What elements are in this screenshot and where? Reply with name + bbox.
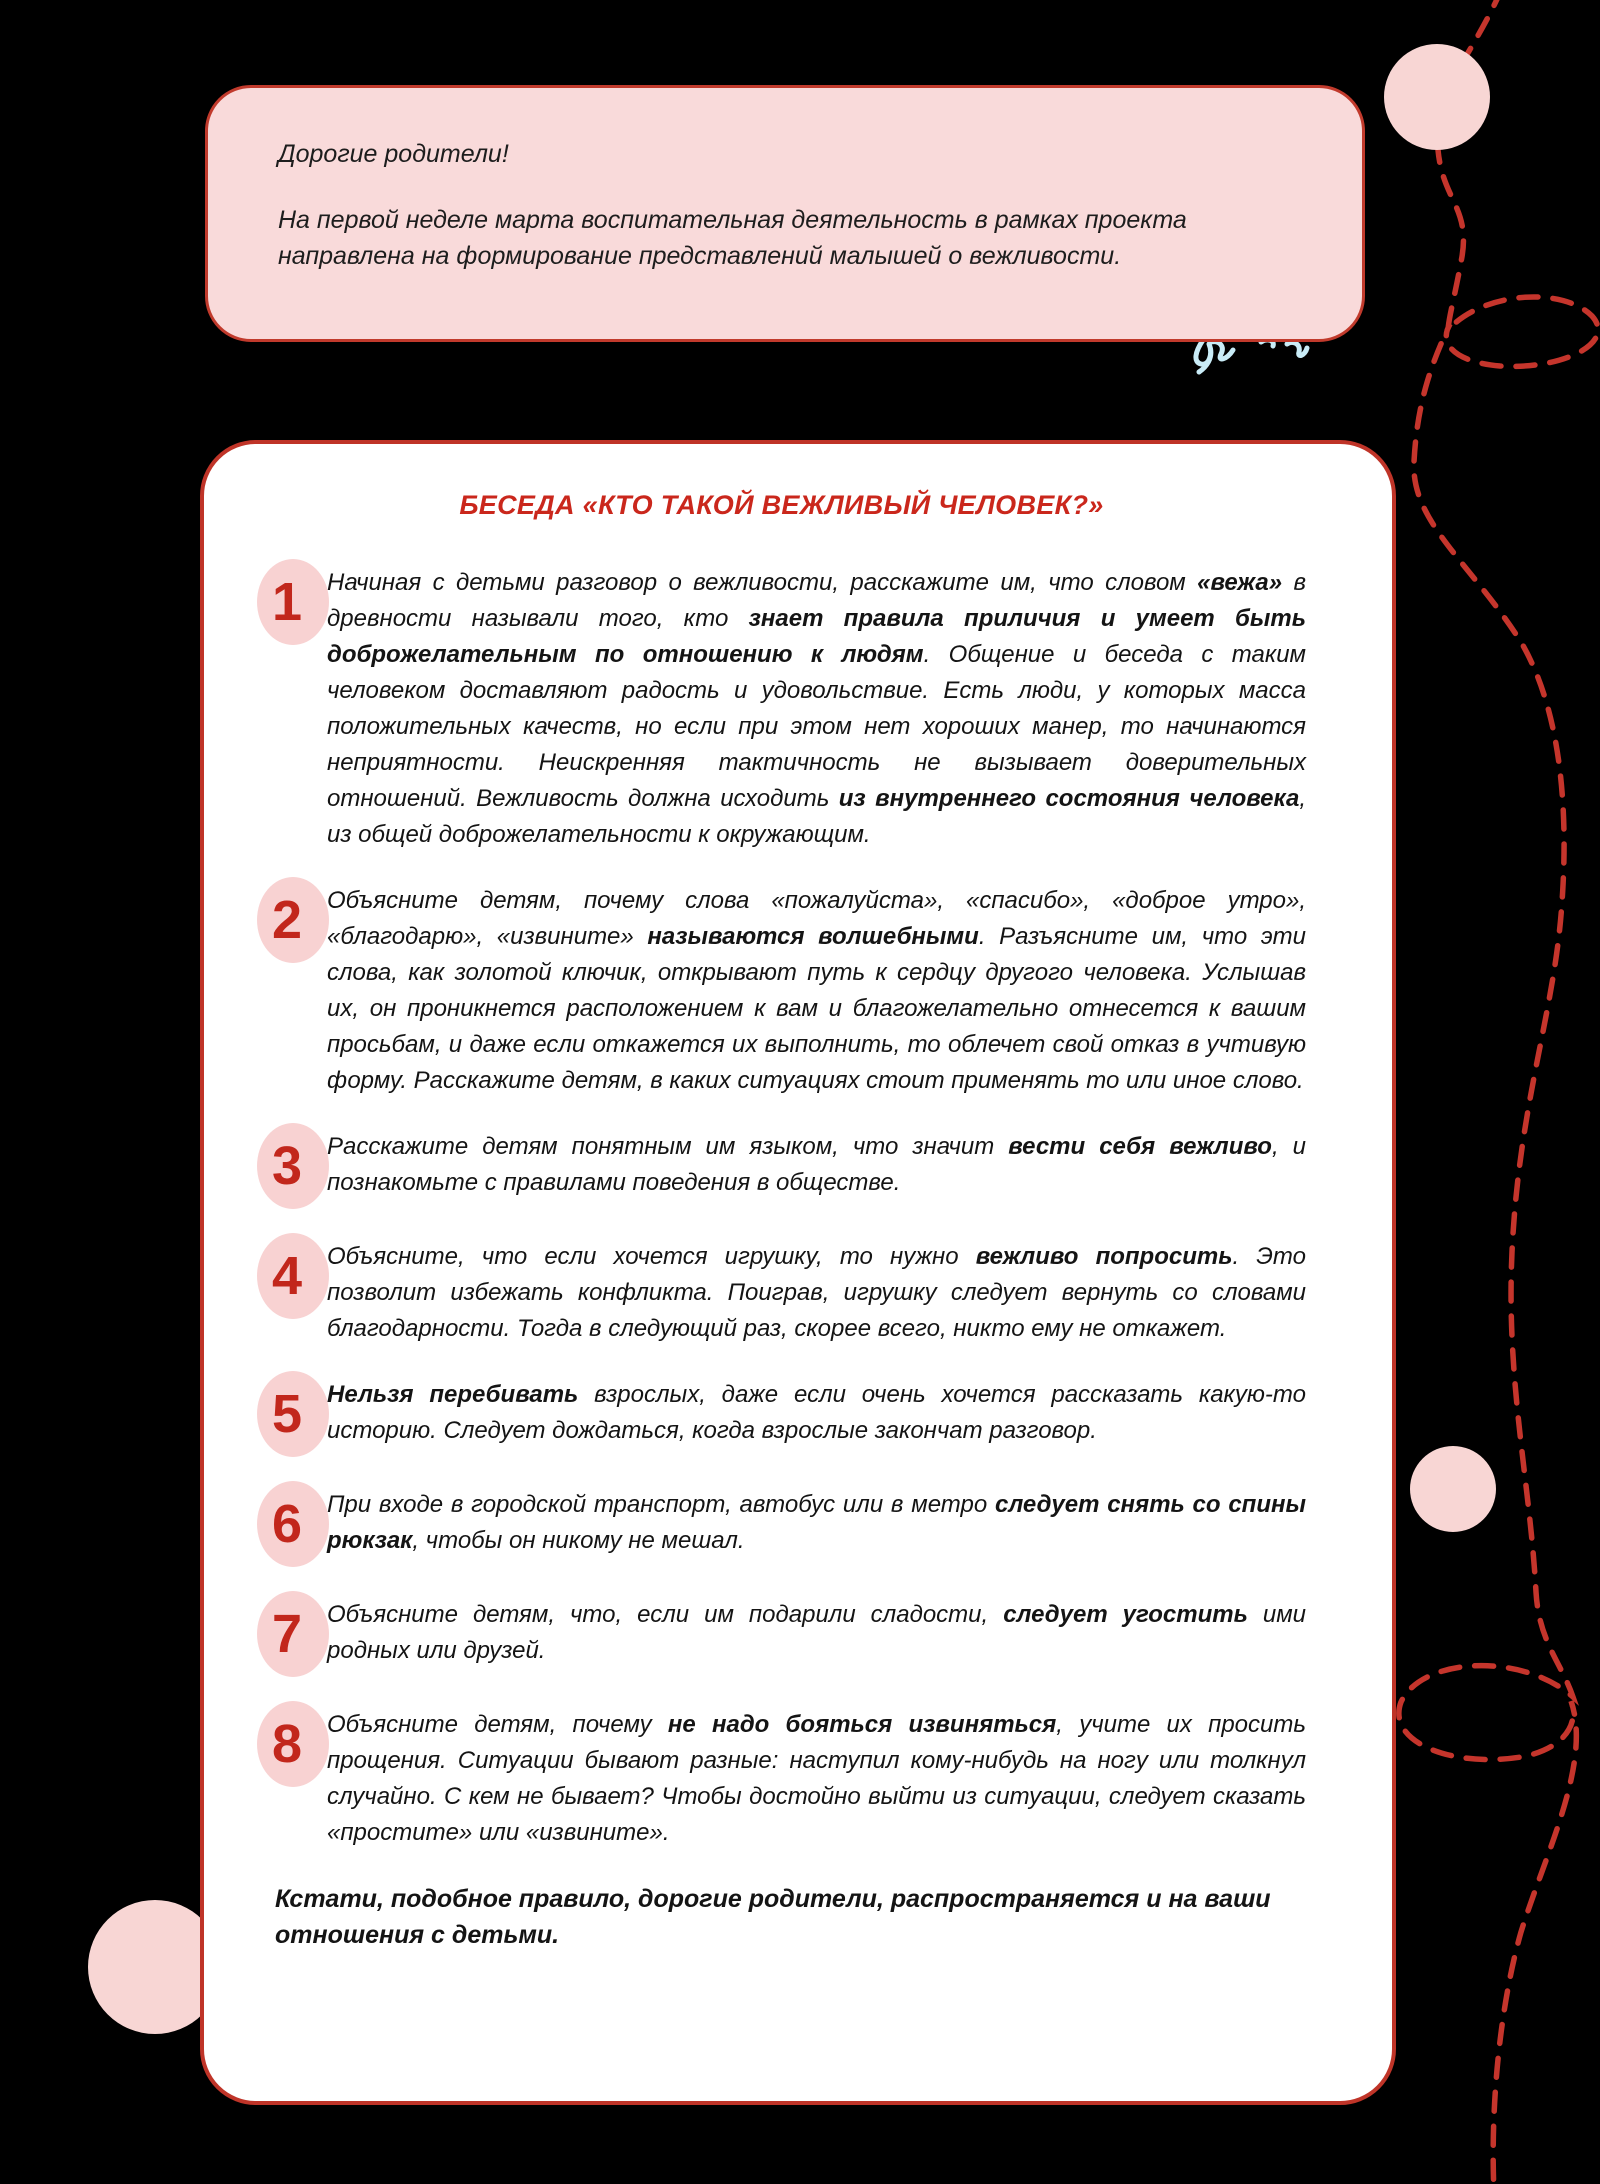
talk-title: БЕСЕДА «КТО ТАКОЙ ВЕЖЛИВЫЙ ЧЕЛОВЕК?» (459, 490, 1104, 520)
item-text: Объясните детям, почему слова «пожалуйста», «спасибо», «доброе утро», «благодарю», «извините» называются волшебными. Разъясните им, что эти слова, как золотой ключик, открывают путь к сердцу другого человека. Услышав их, он проникнется расположением к вам и благожелательно отнесется к вашим просьбам, и даже если откажется их выполнить, то облечет свой отказ в учтивую форму. Расскажите детям, в каких ситуациях стоит применять то или иное слово. (327, 887, 1306, 1094)
item-number-badge (257, 1701, 329, 1787)
talk-item (257, 1239, 1306, 1347)
item-number-badge (257, 1591, 329, 1677)
item-number: 4 (271, 1246, 303, 1306)
intro-greeting: Дорогие родители! (278, 140, 509, 168)
item-number: 2 (271, 890, 303, 950)
talk-item (257, 883, 1306, 1099)
item-number: 6 (271, 1494, 303, 1554)
talk-item (257, 1129, 1306, 1209)
item-text: Расскажите детям понятным им языком, что значит вести себя вежливо, и познакомьте с правилами поведения в обществе. (327, 1133, 1307, 1196)
talk-items-list (257, 565, 1306, 1851)
intro-body: На первой неделе марта воспитательная деятельность в рамках проекта направлена на формирование представлений малышей о вежливости. (278, 206, 1187, 270)
talk-item (257, 565, 1306, 853)
pink-circle-right (1410, 1446, 1496, 1532)
talk-footnote: Кстати, подобное правило, дорогие родители, распространяется и на ваши отношения с детьми. (275, 1885, 1271, 1949)
item-text: Нельзя перебивать взрослых, даже если очень хочется рассказать какую-то историю. Следует дождаться, когда взрослые закончат разговор. (327, 1381, 1306, 1444)
item-number-badge (257, 1123, 329, 1209)
item-number: 3 (271, 1136, 303, 1196)
item-number-badge (257, 1371, 329, 1457)
item-text: При входе в городской транспорт, автобус или в метро следует снять со спины рюкзак, чтобы он никому не мешал. (327, 1491, 1306, 1554)
item-number-badge (257, 1481, 329, 1567)
item-text: Объясните детям, что, если им подарили сладости, следует угостить ими родных или друзей. (327, 1601, 1306, 1664)
item-text: Объясните детям, почему не надо бояться извиняться, учите их просить прощения. Ситуации бывают разные: наступил кому-нибудь на ногу или толкнул случайно. С кем не бывает? Чтобы достойно выйти из ситуации, следует сказать «простите» или «извините». (327, 1711, 1306, 1846)
item-number: 1 (271, 572, 303, 632)
talk-item (257, 1707, 1306, 1851)
pink-circle-top-right (1384, 44, 1490, 150)
talk-item (257, 1377, 1306, 1457)
talk-item (257, 1597, 1306, 1677)
item-text: Объясните, что если хочется игрушку, то нужно вежливо попросить. Это позволит избежать конфликта. Поиграв, игрушку следует вернуть со словами благодарности. Тогда в следующий раз, скорее всего, никто ему не откажет. (327, 1243, 1306, 1342)
item-number: 8 (271, 1714, 303, 1774)
item-number-badge (257, 1233, 329, 1319)
item-number: 5 (271, 1384, 303, 1444)
item-text: Начиная с детьми разговор о вежливости, расскажите им, что словом «вежа» в древности называли того, кто знает правила приличия и умеет быть доброжелательным по отношению к людям. Общение и беседа с таким человеком доставляют радость и удовольствие. Есть люди, у которых масса положительных качеств, но если при этом нет хороших манер, то начинаются неприятности. Неискренняя тактичность не вызывает доверительных отношений. Вежливость должна исходить из внутреннего состояния человека, из общей доброжелательности к окружающим. (327, 569, 1307, 848)
talk-item (257, 1487, 1306, 1567)
item-number-badge (257, 877, 329, 963)
talk-card (200, 440, 1396, 2105)
item-number: 7 (271, 1604, 303, 1664)
intro-card (205, 85, 1365, 342)
item-number-badge (257, 559, 329, 645)
